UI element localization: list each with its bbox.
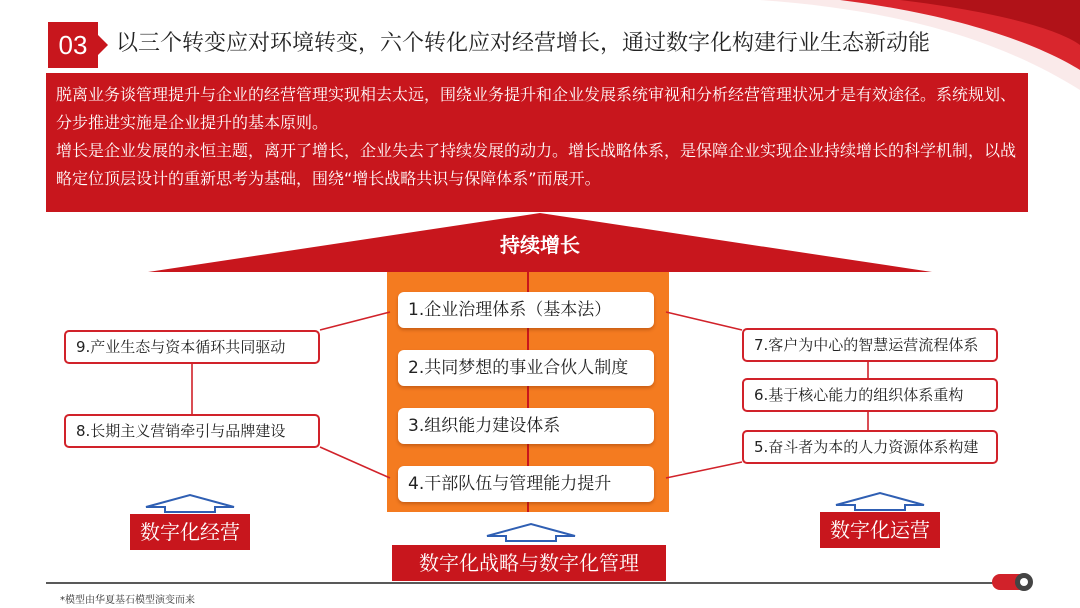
- page-title: 以三个转变应对环境转变，六个转化应对经营增长，通过数字化构建行业生态新动能: [116, 31, 931, 56]
- section-number: 03: [48, 22, 98, 68]
- roof-label: 持续增长: [500, 233, 580, 257]
- right-item-6: 6.基于核心能力的组织体系重构: [742, 378, 998, 412]
- right-item-5: 5.奋斗者为本的人力资源体系构建: [742, 430, 998, 464]
- center-item-3: 3.组织能力建设体系: [398, 408, 654, 444]
- intro-paragraph-1: 脱离业务谈管理提升与企业的经营管理实现相去太远，围绕业务提升和企业发展系统审视和分析经营管理状况才是有效途径。系统规划、分步推进实施是企业提升的基本原则。: [56, 85, 1017, 132]
- label-digital-business: 数字化经营: [130, 514, 250, 550]
- center-item-2: 2.共同梦想的事业合伙人制度: [398, 350, 654, 386]
- label-digital-strategy: 数字化战略与数字化管理: [392, 545, 666, 581]
- arrow-left-icon: [146, 495, 234, 512]
- footnote: *模型由华夏基石模型演变而来: [60, 595, 195, 606]
- label-digital-operations: 数字化运营: [820, 512, 940, 548]
- center-item-4: 4.干部队伍与管理能力提升: [398, 466, 654, 502]
- left-item-8: 8.长期主义营销牵引与品牌建设: [64, 414, 320, 448]
- intro-paragraph-2: 增长是企业发展的永恒主题，离开了增长，企业失去了持续发展的动力。增长战略体系，是保障企业实现企业持续增长的科学机制，以战略定位顶层设计的重新思考为基础，围绕“增长战略共识与保障体系”而展开。: [56, 141, 1017, 188]
- arrow-center-icon: [487, 524, 575, 541]
- right-item-7: 7.客户为中心的智慧运营流程体系: [742, 328, 998, 362]
- center-item-1: 1.企业治理体系（基本法）: [398, 292, 654, 328]
- left-item-9: 9.产业生态与资本循环共同驱动: [64, 330, 320, 364]
- arrow-right-icon: [836, 493, 924, 510]
